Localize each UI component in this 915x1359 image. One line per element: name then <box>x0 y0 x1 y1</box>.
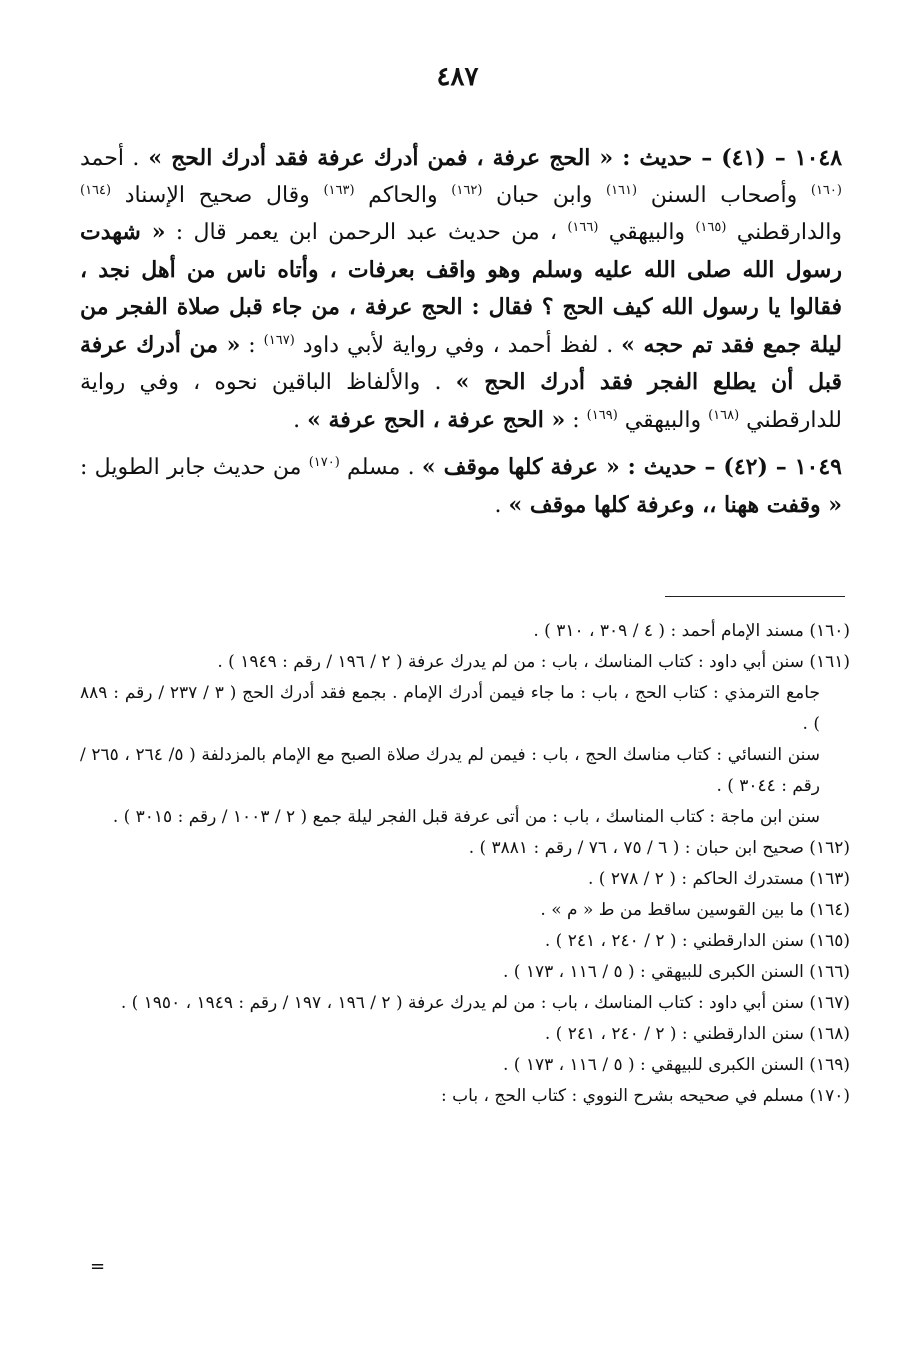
footnote-161-ibn-majah: سنن ابن ماجة : كتاب المناسك ، باب : من أتى عرفة قبل الفجر ليلة جمع ( ٢ / ١٠٠٣ / رقم : ٣٠١٥ ) . <box>112 807 820 827</box>
hadith-1048 <box>80 140 842 439</box>
text-segment: وأصحاب السنن <box>637 182 811 208</box>
footnote-ref-164[interactable]: (١٦٤) <box>80 182 112 198</box>
footnote-167: (١٦٧) سنن أبي داود : كتاب المناسك ، باب : من لم يدرك عرفة ( ٢ / ١٩٦ ، ١٩٧ / رقم : ١٩٤٩ ، ١٩٥٠ ) . <box>120 993 850 1013</box>
text-segment: . والألفاظ الباقين نحوه ، وفي رواية للدارقطني <box>80 370 842 433</box>
text-segment: وابن حبان <box>482 182 606 208</box>
footnote-160: (١٦٠) مسند الإمام أحمد : ( ٤ / ٣٠٩ ، ٣١٠ ) . <box>533 621 850 641</box>
text-segment: وقال صحيح الإسناد <box>111 182 324 208</box>
text-segment: . <box>494 492 509 518</box>
text-segment: والبيهقي <box>617 407 709 433</box>
hadith-1049-heading: ١٠٤٩ – (٤٢) – حديث : « عرفة كلها موقف » <box>421 454 842 480</box>
footnote-ref-165[interactable]: (١٦٥) <box>695 220 727 235</box>
footnote-ref-169[interactable]: (١٦٩) <box>586 407 618 423</box>
text-segment: . أحمد <box>80 146 140 171</box>
footnote-168: (١٦٨) سنن الدارقطني : ( ٢ / ٢٤٠ ، ٢٤١ ) . <box>544 1024 850 1044</box>
text-segment: . لفظ أحمد ، وفي رواية لأبي داود <box>294 332 622 358</box>
footnote-166: (١٦٦) السنن الكبرى للبيهقي : ( ٥ / ١١٦ ، ١٧٣ ) . <box>502 962 850 982</box>
text-segment: . مسلم <box>339 455 422 480</box>
footnote-161-tirmidhi: جامع الترمذي : كتاب الحج ، باب : ما جاء فيمن أدرك الإمام . بجمع فقد أدرك الحج ( ٣ / ٢٣٧ / رقم : ٨٨٩ ) . <box>80 683 820 734</box>
footnote-170: (١٧٠) مسلم في صحيحه بشرح النووي : كتاب الحج ، باب : <box>441 1086 850 1106</box>
footnote-ref-166[interactable]: (١٦٦) <box>567 220 599 235</box>
footnote-164: (١٦٤) ما بين القوسين ساقط من ط « م » . <box>540 900 850 920</box>
continuation-mark: = <box>90 1256 106 1277</box>
footnote-ref-170[interactable]: (١٧٠) <box>308 455 340 470</box>
text-segment: : <box>240 332 264 358</box>
footnote-ref-162[interactable]: (١٦٢) <box>451 182 483 198</box>
text-segment: والدارقطني <box>726 220 842 245</box>
text-segment: . <box>293 407 308 433</box>
footnote-ref-160[interactable]: (١٦٠) <box>810 182 842 198</box>
text-segment: ، من حديث عبد الرحمن ابن يعمر قال : <box>165 220 568 245</box>
footnotes <box>80 616 850 1112</box>
footnote-161: (١٦١) سنن أبي داود : كتاب المناسك ، باب : من لم يدرك عرفة ( ٢ / ١٩٦ / رقم : ١٩٤٩ ) . <box>217 652 850 672</box>
hadith-quote: « الحج عرفة ، الحج عرفة » <box>307 406 566 433</box>
hadith-quote: « وقفت ههنا ،، وعرفة كلها موقف » <box>508 491 842 518</box>
footnote-163: (١٦٣) مستدرك الحاكم : ( ٢ / ٢٧٨ ) . <box>587 869 850 889</box>
page-number: ٤٨٧ <box>436 62 479 92</box>
footnote-ref-163[interactable]: (١٦٣) <box>323 182 355 198</box>
hadith-quote: « شهدت رسول الله صلى الله عليه وسلم وهو واقف بعرفات ، وأتاه ناس من أهل نجد ، فقالوا يا رسول الله كيف الحج ؟ فقال : الحج عرفة ، من جاء قبل صلاة الفجر من ليلة جمع فقد تم حجه » <box>80 219 842 358</box>
text-segment: : <box>565 407 587 433</box>
hadith-1048-heading: ١٠٤٨ – (٤١) – حديث : « الحج عرفة ، فمن أدرك عرفة فقد أدرك الحج » <box>139 145 843 171</box>
footnote-162: (١٦٢) صحيح ابن حبان : ( ٦ / ٧٥ ، ٧٦ / رقم : ٣٨٨١ ) . <box>468 838 850 858</box>
text-segment: والحاكم <box>354 182 452 208</box>
footnote-ref-161[interactable]: (١٦١) <box>606 182 638 198</box>
main-text <box>80 140 842 524</box>
text-segment: من حديث جابر الطويل : <box>80 455 309 480</box>
footnote-169: (١٦٩) السنن الكبرى للبيهقي : ( ٥ / ١١٦ ، ١٧٣ ) . <box>502 1055 850 1075</box>
hadith-quote: « من أدرك عرفة قبل أن يطلع الفجر فقد أدرك الحج » <box>80 331 842 395</box>
footnote-ref-168[interactable]: (١٦٨) <box>708 407 740 423</box>
footnote-165: (١٦٥) سنن الدارقطني : ( ٢ / ٢٤٠ ، ٢٤١ ) . <box>544 931 850 951</box>
hadith-1049 <box>80 449 842 524</box>
text-segment: والبيهقي <box>598 220 696 245</box>
footnote-161-nasai: سنن النسائي : كتاب مناسك الحج ، باب : فيمن لم يدرك صلاة الصبح مع الإمام بالمزدلفة ( ٥/ ٢٦٤ ، ٢٦٥ / رقم : ٣٠٤٤ ) . <box>80 745 821 796</box>
footnote-separator <box>665 596 845 597</box>
footnote-ref-167[interactable]: (١٦٧) <box>263 332 295 348</box>
